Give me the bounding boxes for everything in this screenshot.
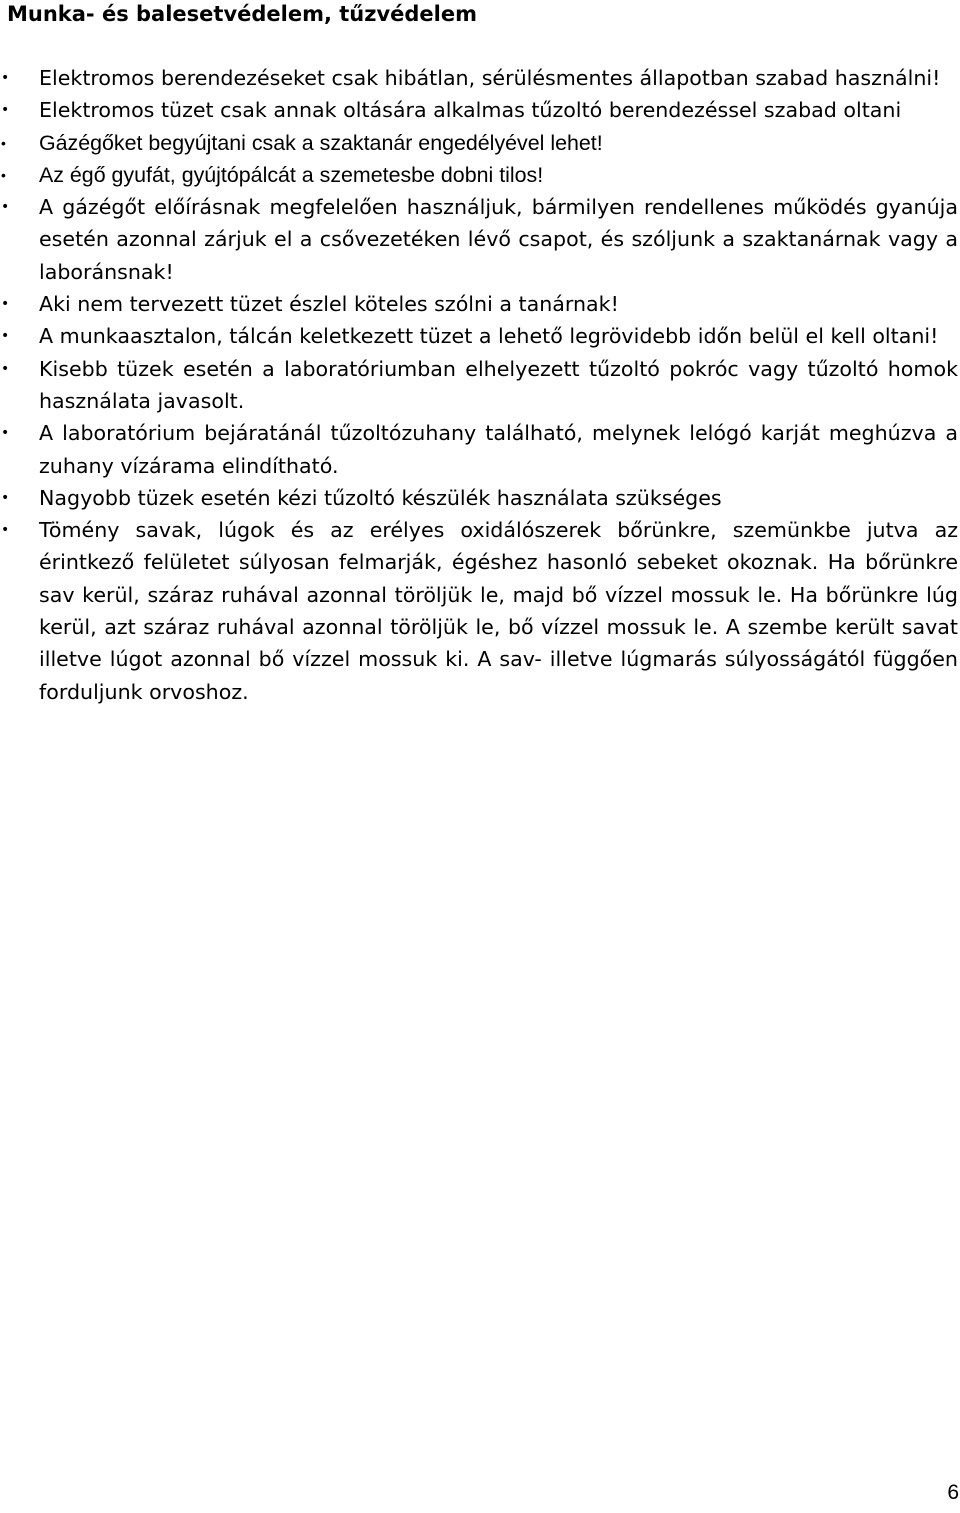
list-item [0, 62, 960, 94]
list-item [0, 417, 960, 482]
list-item [0, 127, 960, 159]
bullet-icon: • [1, 360, 10, 377]
bullet-icon: • [1, 296, 10, 313]
bullet-icon: • [1, 199, 10, 216]
safety-rules-list [0, 62, 960, 708]
list-item [0, 482, 960, 514]
list-item-text: Az égő gyufát, gyújtópálcát a szemetesbe dobni tilos! [39, 162, 544, 187]
bullet-icon: • [1, 489, 10, 506]
page-title: Munka- és balesetvédelem, tűzvédelem [7, 2, 477, 26]
list-item [0, 191, 960, 288]
list-item-text: Elektromos berendezéseket csak hibátlan, sérülésmentes állapotban szabad használni! [39, 66, 941, 90]
list-item-text: Tömény savak, lúgok és az erélyes oxidálószerek bőrünkre, szemünkbe jutva az érintkező felületet súlyosan felmarják, égéshez hasonló sebeket okoznak. Ha bőrünkre sav kerül, száraz ruhával azonnal töröljük le, majd bő vízzel mossuk le. Ha bőrünkre lúg kerül, azt száraz ruhával azonnal töröljük le, bő vízzel mossuk le. A szembe került savat illetve lúgot azonnal bő vízzel mossuk ki. A sav- illetve lúgmarás súlyosságától függően forduljunk orvoshoz. [39, 518, 958, 704]
bullet-icon: • [1, 425, 10, 442]
list-item-text: A munkaasztalon, tálcán keletkezett tüzet a lehető legrövidebb időn belül el kell oltani! [39, 324, 939, 349]
list-item-text: A gázégőt előírásnak megfelelően használjuk, bármilyen rendellenes működés gyanúja esetén azonnal zárjuk el a csővezetéken lévő csapot, és szóljunk a szaktanárnak vagy a laboránsnak! [39, 195, 958, 284]
bullet-icon: • [1, 522, 10, 539]
list-item [0, 353, 960, 418]
list-item-text: Kisebb tüzek esetén a laboratóriumban elhelyezett tűzoltó pokróc vagy tűzoltó homok használata javasolt. [39, 356, 958, 413]
page-number: 6 [947, 1481, 959, 1504]
list-item [0, 320, 960, 352]
list-item [0, 288, 960, 320]
list-item [0, 94, 960, 126]
bullet-icon: • [1, 134, 6, 151]
list-item [0, 514, 960, 708]
list-item-text: Elektromos tüzet csak annak oltására alkalmas tűzoltó berendezéssel szabad oltani [39, 98, 902, 123]
list-item-text: Aki nem tervezett tüzet észlel köteles szólni a tanárnak! [39, 292, 619, 317]
list-item-text: Gázégőket begyújtani csak a szaktanár engedélyével lehet! [39, 130, 603, 155]
bullet-icon: • [1, 70, 10, 86]
list-item-text: A laboratórium bejáratánál tűzoltózuhany található, melynek lelógó karját meghúzva a zuhany vízárama elindítható. [39, 421, 958, 478]
list-item [0, 159, 960, 191]
bullet-icon: • [1, 166, 6, 183]
bullet-icon: • [1, 328, 10, 345]
bullet-icon: • [1, 102, 10, 119]
list-item-text: Nagyobb tüzek esetén kézi tűzoltó készülék használata szükséges [39, 485, 722, 510]
